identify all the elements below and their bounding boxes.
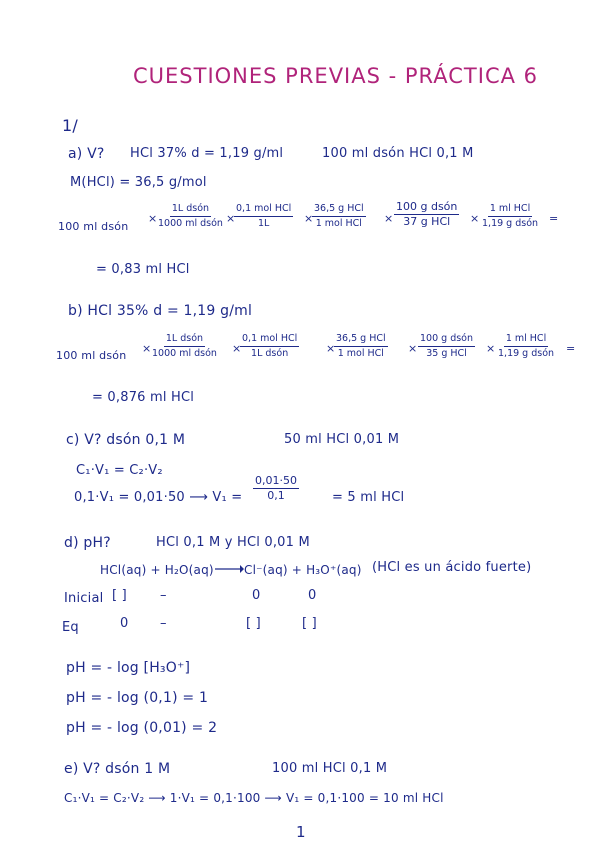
denominator: 37 g HCl	[403, 215, 451, 228]
part-a-label: a) V?	[68, 146, 105, 162]
part-b-result: = 0,876 ml HCl	[92, 390, 195, 405]
part-c-equation: 0,1·V₁ = 0,01·50 ⟶ V₁ =	[74, 490, 243, 505]
part-b-label: b) HCl 35% d = 1,19 g/ml	[68, 303, 253, 319]
row-label-initial: Inicial	[64, 591, 104, 606]
part-a-target: 100 ml dsón HCl 0,1 M	[322, 146, 474, 161]
denominator: 1,19 g dsón	[498, 348, 555, 359]
part-d-concentrations: HCl 0,1 M y HCl 0,01 M	[156, 535, 310, 550]
ph-definition: pH = - log [H₃O⁺]	[66, 660, 191, 676]
initial-h2o: –	[160, 588, 167, 603]
numerator: 36,5 g HCl	[334, 333, 388, 347]
times-sign: ×	[408, 342, 418, 355]
dilution-formula: C₁·V₁ = C₂·V₂	[76, 463, 163, 478]
part-a-result: = 0,83 ml HCl	[96, 262, 190, 277]
initial-cl: 0	[252, 588, 261, 603]
numerator: 100 g dsón	[418, 333, 475, 347]
times-sign: ×	[486, 342, 496, 355]
eq-cl: [ ]	[246, 616, 261, 631]
times-sign: ×	[384, 212, 394, 225]
numerator: 1L dsón	[164, 333, 205, 347]
eq-h3o: [ ]	[302, 616, 317, 631]
eq-h2o: –	[160, 616, 167, 631]
times-sign: ×	[148, 212, 158, 225]
part-b-factor-4	[418, 333, 475, 360]
denominator: 35 g HCl	[426, 348, 467, 359]
numerator: 0,1 mol HCl	[234, 203, 293, 217]
times-sign: ×	[226, 212, 236, 225]
denominator: 1 mol HCl	[337, 348, 384, 359]
page-title: CUESTIONES PREVIAS - PRÁCTICA 6	[133, 64, 539, 88]
numerator: 100 g dsón	[396, 200, 458, 213]
times-sign: ×	[304, 212, 314, 225]
part-d-label: d) pH?	[64, 535, 111, 551]
page-number: 1	[296, 823, 306, 841]
part-b-factor-5	[496, 333, 556, 360]
denominator: 0,1	[267, 489, 285, 502]
times-sign: ×	[142, 342, 152, 355]
numerator: 0,1 mol HCl	[240, 333, 299, 347]
ph-result-2: pH = - log (0,01) = 2	[66, 720, 218, 736]
numerator: 0,01·50	[255, 474, 297, 487]
initial-hcl: [ ]	[112, 588, 127, 603]
part-c-label: c) V? dsón 0,1 M	[66, 432, 186, 448]
part-a-factor-2	[234, 203, 293, 230]
part-c-fraction	[253, 475, 299, 502]
part-b-factor-2	[240, 333, 299, 360]
denominator: 1000 ml dsón	[152, 348, 217, 359]
denominator: 1,19 g dsón	[482, 218, 539, 229]
initial-h3o: 0	[308, 588, 317, 603]
part-a-factor-4	[394, 201, 459, 228]
part-b-factor-3	[334, 333, 388, 360]
ph-result-1: pH = - log (0,1) = 1	[66, 690, 209, 706]
part-e-label: e) V? dsón 1 M	[64, 761, 171, 777]
part-a-given: HCl 37% d = 1,19 g/ml	[130, 146, 284, 161]
reaction-reactants: HCl(aq) + H₂O(aq)	[100, 563, 214, 577]
part-a-factor-3	[312, 203, 366, 230]
part-c-target: 50 ml HCl 0,01 M	[284, 432, 400, 447]
part-e-equation: C₁·V₁ = C₂·V₂ ⟶ 1·V₁ = 0,1·100 ⟶ V₁ = 0,1·100 = 10 ml HCl	[64, 791, 444, 805]
numerator: 36,5 g HCl	[312, 203, 366, 217]
question-number: 1/	[62, 116, 78, 135]
row-label-equilibrium: Eq	[62, 620, 79, 635]
part-a-factor-5	[480, 203, 540, 230]
part-b-start: 100 ml dsón	[56, 349, 127, 362]
numerator: 1 ml HCl	[488, 203, 532, 217]
times-sign: ×	[326, 342, 336, 355]
part-a-factor-1	[156, 203, 225, 230]
eq-hcl: 0	[120, 616, 129, 631]
part-e-target: 100 ml HCl 0,1 M	[272, 761, 388, 776]
part-b-factor-1	[150, 333, 219, 360]
times-sign: ×	[470, 212, 480, 225]
part-a-start: 100 ml dsón	[58, 220, 129, 233]
reaction-products: Cl⁻(aq) + H₃O⁺(aq)	[244, 563, 362, 577]
part-a-molar-mass: M(HCl) = 36,5 g/mol	[70, 175, 207, 190]
numerator: 1 ml HCl	[504, 333, 548, 347]
denominator: 1L dsón	[251, 348, 289, 359]
equals-sign: =	[549, 212, 559, 225]
denominator: 1L	[257, 218, 270, 229]
numerator: 1L dsón	[170, 203, 211, 217]
part-c-result: = 5 ml HCl	[332, 490, 405, 505]
strong-acid-note: (HCl es un ácido fuerte)	[372, 560, 532, 575]
equals-sign: =	[566, 342, 576, 355]
denominator: 1000 ml dsón	[158, 218, 223, 229]
arrow-icon	[214, 562, 244, 576]
times-sign: ×	[232, 342, 242, 355]
denominator: 1 mol HCl	[315, 218, 362, 229]
